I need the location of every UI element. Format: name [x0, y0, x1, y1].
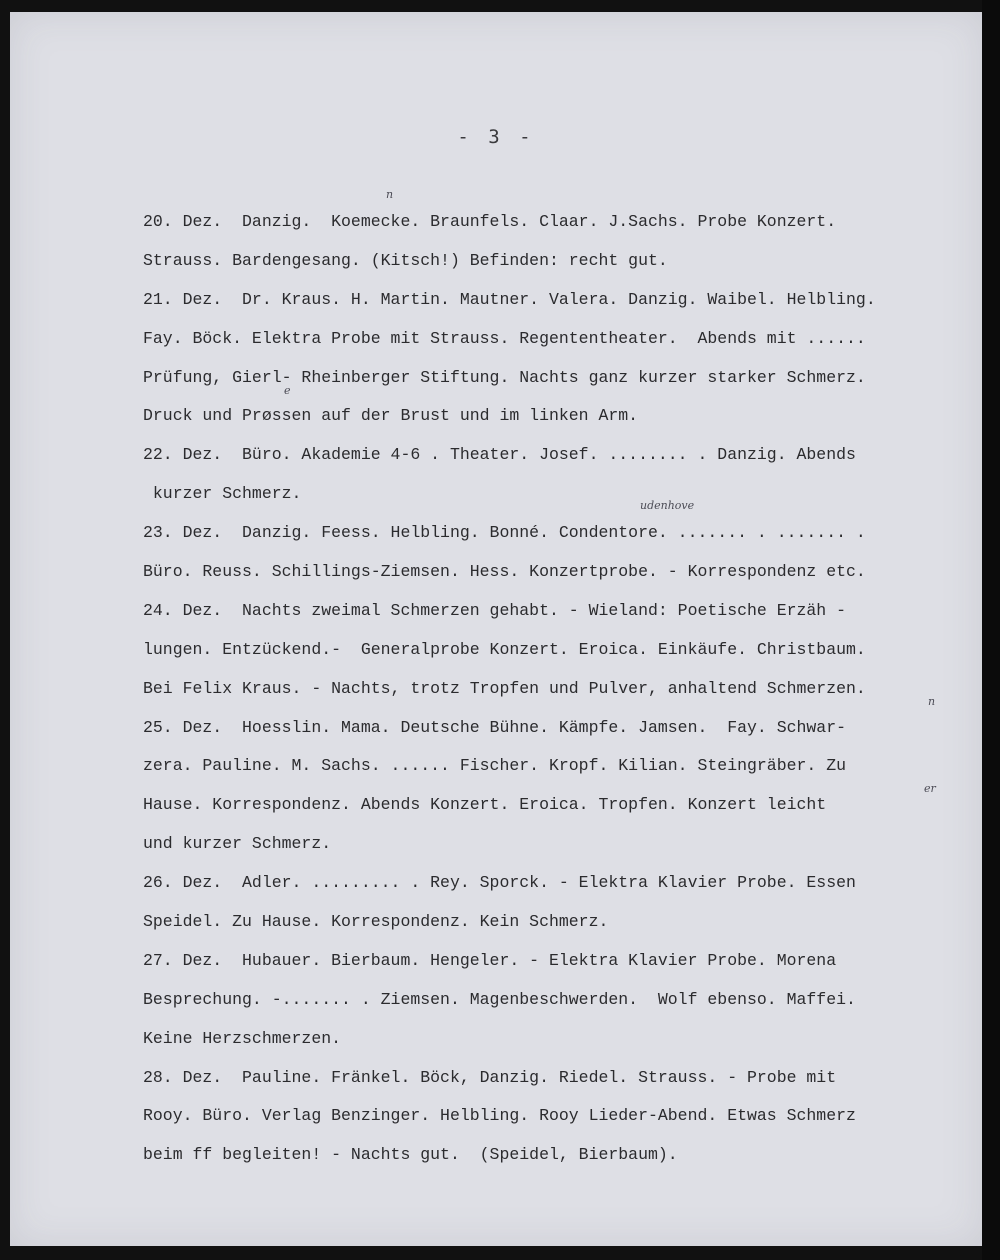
- entry-line: Prüfung, Gierl- Rheinberger Stiftung. Nachts ganz kurzer starker Schmerz.: [143, 367, 866, 387]
- entry-line: Besprechung. -....... . Ziemsen. Magenbeschwerden. Wolf ebenso. Maffei.: [143, 989, 856, 1009]
- handwritten-correction-pressen: e: [284, 384, 291, 397]
- handwritten-correction-leichter: er: [924, 782, 936, 795]
- entry-line: zera. Pauline. M. Sachs. ...... Fischer. Kropf. Kilian. Steingräber. Zu: [143, 756, 847, 776]
- entry-line: Bei Felix Kraus. - Nachts, trotz Tropfen und Pulver, anhaltend Schmerzen.: [143, 678, 866, 698]
- entry-line: 25. Dez. Hoesslin. Mama. Deutsche Bühne. Kämpfe. Jamsen. Fay. Schwar-: [143, 717, 847, 737]
- entry-line: Druck und Prøssen auf der Brust und im linken Arm.: [143, 406, 639, 426]
- entry-line: Strauss. Bardengesang. (Kitsch!) Befinden: recht gut.: [143, 250, 668, 270]
- entry-line: Rooy. Büro. Verlag Benzinger. Helbling. Rooy Lieder-Abend. Etwas Schmerz: [143, 1106, 856, 1126]
- entry-line: beim ff begleiten! - Nachts gut. (Speidel, Bierbaum).: [143, 1145, 678, 1165]
- entry-line: 20. Dez. Danzig. Koemecke. Braunfels. Claar. J.Sachs. Probe Konzert.: [143, 212, 837, 231]
- diary-entries: [143, 203, 978, 1175]
- entry-line: 27. Dez. Hubauer. Bierbaum. Hengeler. - Elektra Klavier Probe. Morena: [143, 950, 837, 970]
- entry-line: Keine Herzschmerzen.: [143, 1028, 342, 1048]
- entry-line: 26. Dez. Adler. ......... . Rey. Sporck. - Elektra Klavier Probe. Essen: [143, 873, 856, 893]
- handwritten-correction-udenhove: udenhove: [640, 499, 695, 512]
- entry-line: 28. Dez. Pauline. Fränkel. Böck, Danzig. Riedel. Strauss. - Probe mit: [143, 1067, 837, 1087]
- entry-line: und kurzer Schmerz.: [143, 834, 332, 854]
- entry-line: 24. Dez. Nachts zweimal Schmerzen gehabt. - Wieland: Poetische Erzäh -: [143, 600, 847, 620]
- entry-line: 23. Dez. Danzig. Feess. Helbling. Bonné. Condentore. ....... . ....... .: [143, 523, 866, 543]
- entry-line: Büro. Reuss. Schillings-Ziemsen. Hess. Konzertprobe. - Korrespondenz etc.: [143, 562, 866, 582]
- entry-line: 22. Dez. Büro. Akademie 4-6 . Theater. Josef. ........ . Danzig. Abends: [143, 445, 856, 465]
- entry-line: lungen. Entzückend.- Generalprobe Konzert. Eroica. Einkäufe. Christbaum.: [143, 639, 866, 659]
- page-number: - 3 -: [457, 126, 535, 148]
- entry-line: Hause. Korrespondenz. Abends Konzert. Eroica. Tropfen. Konzert leicht: [143, 795, 827, 815]
- scan-edge: [982, 0, 1000, 1260]
- entry-line: kurzer Schmerz.: [143, 484, 302, 504]
- entry-line: 21. Dez. Dr. Kraus. H. Martin. Mautner. Valera. Danzig. Waibel. Helbling.: [143, 289, 876, 309]
- entry-line: Speidel. Zu Hause. Korrespondenz. Kein Schmerz.: [143, 912, 609, 932]
- handwritten-correction-koenecke: n: [386, 188, 394, 201]
- handwritten-correction-schwarzera: n: [928, 695, 936, 708]
- typewritten-page: [10, 12, 982, 1246]
- entry-line: Fay. Böck. Elektra Probe mit Strauss. Regententheater. Abends mit ......: [143, 328, 866, 348]
